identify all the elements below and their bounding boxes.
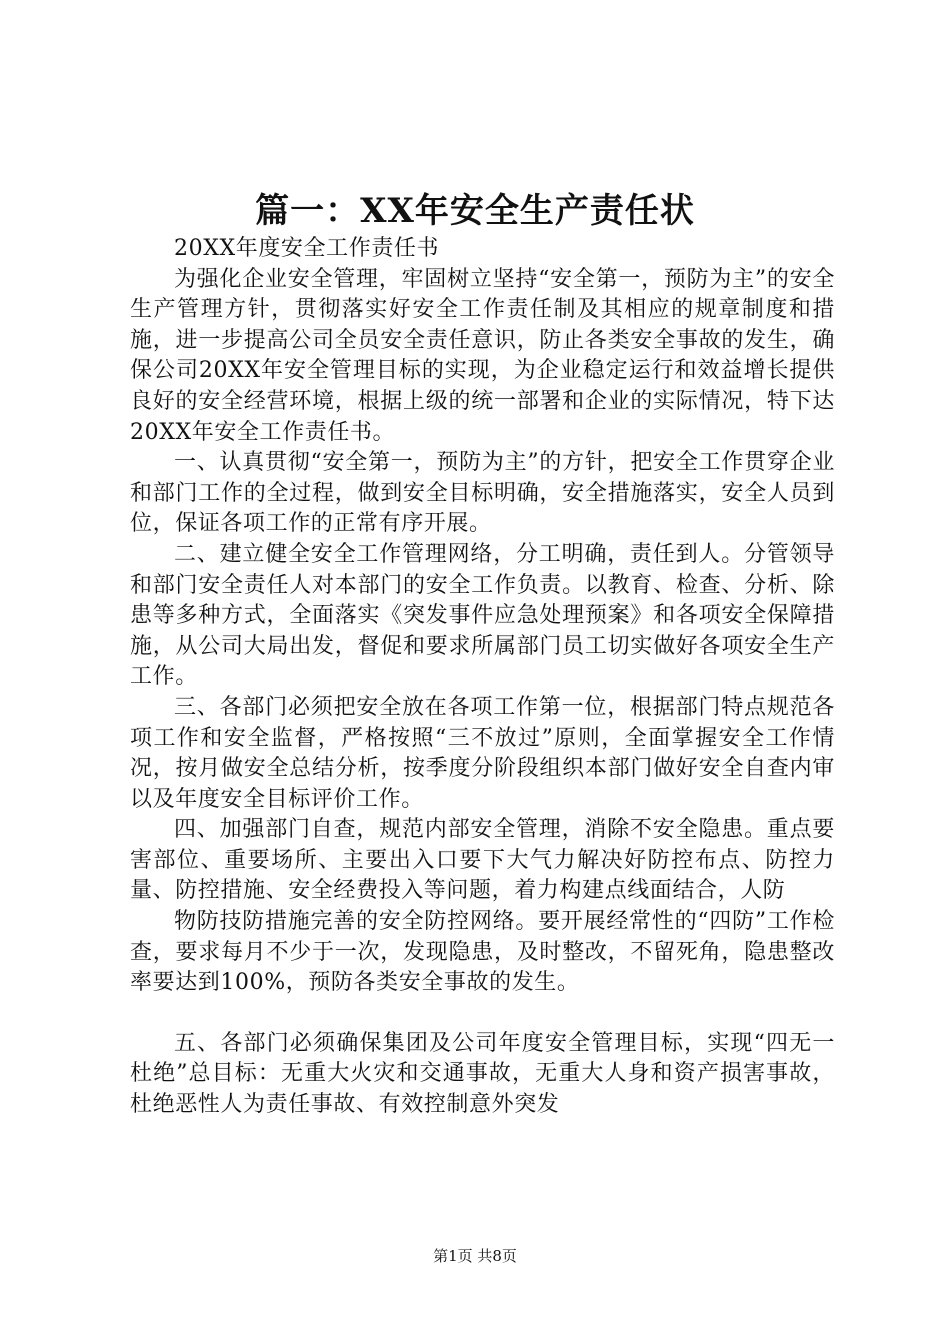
subtitle-paragraph: 20XX年度安全工作责任书 [174, 236, 440, 261]
document-title: 篇一：XX年安全生产责任状 [255, 191, 695, 231]
clause-four-paragraph: 四、加强部门自查，规范内部安全管理，消除不安全隐患。重点要害部位、重要场所、主要出入口要下大气力解决好防控布点、防控力量、防控措施、安全经费投入等问题，着力构建点线面结合，人防 [130, 817, 835, 904]
document-body [130, 234, 835, 1121]
intro-paragraph: 为强化企业安全管理，牢固树立坚持“安全第一，预防为主”的安全生产管理方针，贯彻落实好安全工作责任制及其相应的规章制度和措施，进一步提高公司全员安全责任意识，防止各类安全事故的发生，确保公司20XX年安全管理目标的实现，为企业稳定运行和效益增长提供良好的安全经营环境，根据上级的统一部署和企业的实际情况，特下达20XX年安全工作责任书。 [130, 266, 835, 445]
page-footer: 第1页 共8页 [433, 1247, 517, 1265]
clause-four-continuation-paragraph: 物防技防措施完善的安全防控网络。要开展经常性的“四防”工作检查，要求每月不少于一次，发现隐患，及时整改，不留死角，隐患整改率要达到100%，预防各类安全事故的发生。 [130, 909, 835, 996]
clause-one-paragraph: 一、认真贯彻“安全第一，预防为主”的方针，把安全工作贯穿企业和部门工作的全过程，做到安全目标明确，安全措施落实，安全人员到位，保证各项工作的正常有序开展。 [130, 450, 835, 537]
clause-three-paragraph: 三、各部门必须把安全放在各项工作第一位，根据部门特点规范各项工作和安全监督，严格按照“三不放过”原则，全面掌握安全工作情况，按月做安全总结分析，按季度分阶段组织本部门做好安全自查内审以及年度安全目标评价工作。 [130, 694, 835, 812]
clause-two-paragraph: 二、建立健全安全工作管理网络，分工明确，责任到人。分管领导和部门安全责任人对本部门的安全工作负责。以教育、检查、分析、除患等多种方式，全面落实《突发事件应急处理预案》和各项安全保障措施，从公司大局出发，督促和要求所属部门员工切实做好各项安全生产工作。 [130, 541, 835, 690]
clause-five-paragraph: 五、各部门必须确保集团及公司年度安全管理目标，实现“四无一杜绝”总目标：无重大火灾和交通事故，无重大人身和资产损害事故，杜绝恶性人为责任事故、有效控制意外突发 [130, 1030, 835, 1118]
